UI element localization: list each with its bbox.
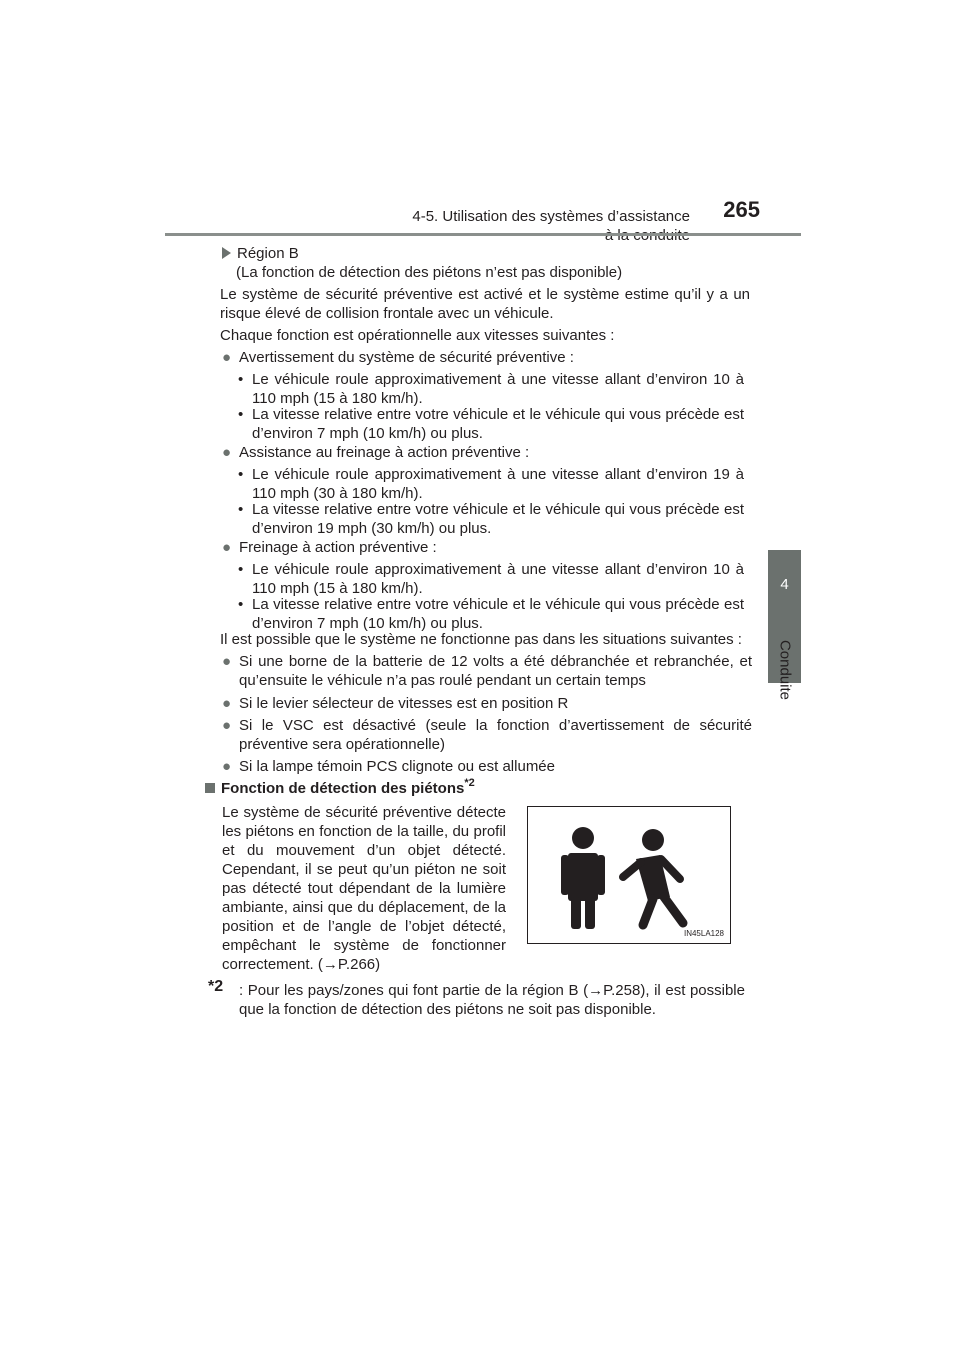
intro-paragraph: Le système de sécurité préventive est activé et le système estime qu’il y a un risque élevé de collision frontale avec un véhicule. (220, 286, 750, 322)
chapter-label-container (770, 620, 800, 720)
situation-text: Si le VSC est désactivé (seule la fonction d’avertissement de sécurité préventive sera opérationnelle) (239, 717, 752, 753)
function-condition: Le véhicule roule approximativement à une vitesse allant d’environ 10 à 110 mph (15 à 180 km/h). (252, 371, 744, 407)
footnote (229, 981, 745, 1019)
function-title: Avertissement du système de sécurité préventive : (239, 349, 574, 366)
speeds-intro: Chaque fonction est opérationnelle aux vitesses suivantes : (220, 327, 615, 344)
standing-person-icon (561, 827, 605, 929)
footnote-mark: *2 (208, 978, 224, 995)
square-bullet-icon (205, 783, 215, 793)
situations-intro: Il est possible que le système ne fonctionne pas dans les situations suivantes : (220, 631, 742, 648)
function-condition: La vitesse relative entre votre véhicule et le véhicule qui vous précède est d’environ 7 mph (10 km/h) ou plus. (252, 596, 744, 632)
function-condition: Le véhicule roule approximativement à une vitesse allant d’environ 19 à 110 mph (30 à 180 km/h). (252, 466, 744, 502)
region-heading (222, 244, 752, 263)
list-item: • La vitesse relative entre votre véhicule et le véhicule qui vous précède est d’environ 7 mph (10 km/h) ou plus. (238, 406, 744, 442)
chapter-header-title: 4-5. Utilisation des systèmes d’assistance (412, 208, 690, 225)
circle-bullet-icon: ● (222, 539, 232, 556)
triangle-bullet-icon (222, 247, 231, 259)
list-item: • Le véhicule roule approximativement à une vitesse allant d’environ 19 à 110 mph (30 à 180 km/h). (238, 466, 744, 502)
walking-person-icon (623, 829, 683, 925)
situation-text: Si le levier sélecteur de vitesses est en position R (239, 695, 569, 712)
list-item: • Le véhicule roule approximativement à une vitesse allant d’environ 10 à 110 mph (15 à 180 km/h). (238, 561, 744, 597)
pedestrian-illustration (527, 806, 731, 944)
situation-item (222, 694, 752, 713)
function-condition: La vitesse relative entre votre véhicule et le véhicule qui vous précède est d’environ 19 mph (30 km/h) ou plus. (252, 501, 744, 537)
list-item: • La vitesse relative entre votre véhicule et le véhicule qui vous précède est d’environ 19 mph (30 km/h) ou plus. (238, 501, 744, 537)
situation-text: Si une borne de la batterie de 12 volts a été débranchée et rebranchée, et qu’ensuite le véhicule n’a pas roulé pendant un certain temps (239, 653, 752, 689)
page-number: 265 (723, 197, 760, 222)
function-warning (222, 348, 752, 367)
circle-bullet-icon: ● (222, 717, 232, 734)
circle-bullet-icon: ● (222, 349, 232, 366)
header-divider (165, 233, 801, 236)
pedestrian-figures-icon (528, 807, 729, 942)
footnote-text: : Pour les pays/zones qui font partie de la région B (→P.258), il est possible que la fonction de détection des piétons ne soit pas disponible. (239, 982, 745, 1018)
chapter-number: 4 (780, 576, 789, 593)
section-heading (205, 779, 475, 798)
circle-bullet-icon: ● (222, 758, 232, 775)
function-braking (222, 538, 752, 557)
situation-item (222, 716, 752, 754)
section-heading-text: Fonction de détection des piétons (221, 780, 465, 797)
region-heading-text: Région B (237, 245, 299, 262)
figure-id: IN45LA128 (683, 929, 724, 938)
function-brake-assist (222, 443, 752, 462)
situation-item (222, 652, 752, 690)
circle-bullet-icon: ● (222, 695, 232, 712)
footnote-reference: *2 (464, 777, 475, 789)
function-condition: Le véhicule roule approximativement à une vitesse allant d’environ 10 à 110 mph (15 à 180 km/h). (252, 561, 744, 597)
circle-bullet-icon: ● (222, 444, 232, 461)
function-title: Freinage à action préventive : (239, 539, 437, 556)
pedestrian-description: Le système de sécurité préventive détecte les piétons en fonction de la taille, du profil et du mouvement d’un objet détecté. Cependant, il se peut qu’un piéton ne soit pas détecté tout dépendant de la lumière ambiante, ainsi que du déplacement, de la position et de l’angle de l’objet détecté, empêchant le système de fonctionner correctement. (→P.266) (222, 804, 506, 973)
function-condition: La vitesse relative entre votre véhicule et le véhicule qui vous précède est d’environ 7 mph (10 km/h) ou plus. (252, 406, 744, 442)
situation-item (222, 757, 752, 776)
list-item: • Le véhicule roule approximativement à une vitesse allant d’environ 10 à 110 mph (15 à 180 km/h). (238, 371, 744, 407)
list-item: • La vitesse relative entre votre véhicule et le véhicule qui vous précède est d’environ 7 mph (10 km/h) ou plus. (238, 596, 744, 632)
circle-bullet-icon: ● (222, 653, 232, 670)
chapter-label: Conduite (776, 639, 794, 701)
function-title: Assistance au freinage à action préventive : (239, 444, 530, 461)
situation-text: Si la lampe témoin PCS clignote ou est allumée (239, 758, 555, 775)
region-note: (La fonction de détection des piétons n’est pas disponible) (236, 264, 623, 281)
